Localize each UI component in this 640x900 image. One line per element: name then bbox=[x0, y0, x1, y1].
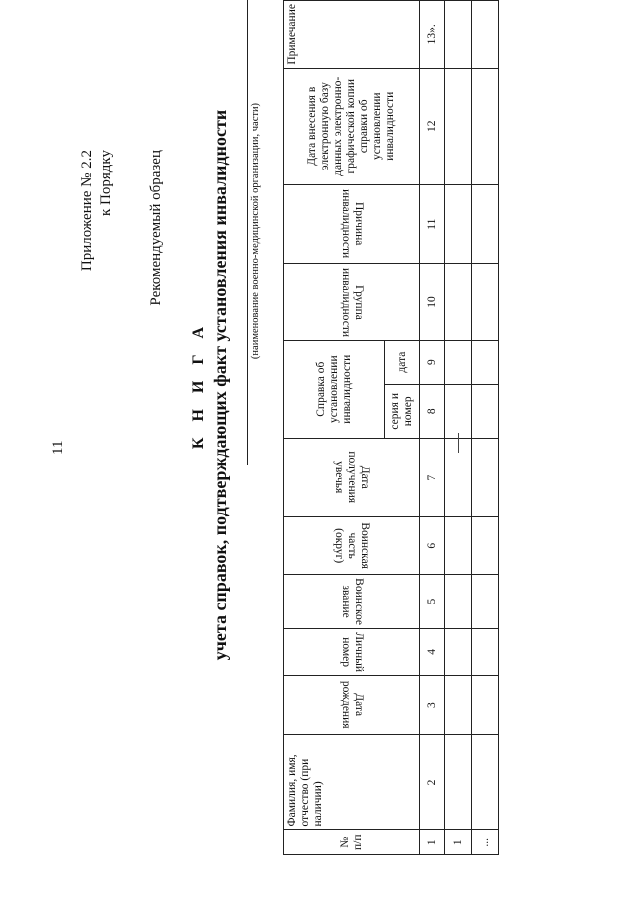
header-database-entry-date: Дата внесения в электронную базу данных электронно-графической копии справки об установлении инвалидности bbox=[284, 68, 420, 184]
column-numbers-row bbox=[420, 1, 445, 855]
header-personal-number bbox=[284, 628, 420, 675]
column-number: 4 bbox=[420, 628, 445, 675]
table-cell bbox=[472, 1, 499, 69]
header-rank bbox=[284, 575, 420, 629]
header-injury-date-text: Дата получения увечья bbox=[333, 451, 371, 504]
header-disability-group bbox=[284, 264, 420, 340]
column-number: 7 bbox=[420, 438, 445, 517]
header-disability-cause bbox=[284, 184, 420, 264]
header-birth-date-text: Дата рождения bbox=[339, 681, 365, 729]
column-number: 3 bbox=[420, 675, 445, 735]
table-cell bbox=[445, 68, 472, 184]
table-cell bbox=[472, 68, 499, 184]
table-cell bbox=[445, 264, 472, 340]
header-num: № п/п bbox=[284, 830, 420, 855]
header-military-unit-text: Воинская часть (округ) bbox=[333, 522, 371, 570]
table-cell bbox=[472, 575, 499, 629]
appendix-line-1: Приложение № 2.2 bbox=[79, 150, 95, 272]
table-cell bbox=[472, 517, 499, 575]
organization-caption: (наименование военно-медицинской организации, части) bbox=[250, 102, 261, 360]
appendix-line-2: к Порядку bbox=[98, 150, 114, 216]
table-row bbox=[472, 1, 499, 855]
table-cell bbox=[472, 264, 499, 340]
table-cell bbox=[472, 438, 499, 517]
table-cell bbox=[445, 340, 472, 384]
header-birth-date bbox=[284, 675, 420, 735]
table-cell bbox=[472, 184, 499, 264]
table-cell bbox=[472, 628, 499, 675]
table-cell bbox=[445, 184, 472, 264]
header-disability-cause-text: Причина инвалидности bbox=[339, 189, 365, 259]
book-subtitle: учета справок, подтверждающих факт установления инвалидности bbox=[210, 109, 230, 661]
table-row bbox=[445, 1, 472, 855]
column-number: 10 bbox=[420, 264, 445, 340]
page-number: 11 bbox=[50, 440, 66, 455]
header-military-unit bbox=[284, 517, 420, 575]
header-disability-group-text: Группа инвалидности bbox=[339, 267, 365, 337]
column-number: 1 bbox=[420, 830, 445, 855]
table-cell bbox=[472, 735, 499, 830]
column-number: 6 bbox=[420, 517, 445, 575]
closing-divider bbox=[458, 433, 459, 453]
header-note: Примечание bbox=[284, 1, 420, 69]
column-number: 12 bbox=[420, 68, 445, 184]
table-cell bbox=[445, 575, 472, 629]
column-number: 5 bbox=[420, 575, 445, 629]
table-cell bbox=[472, 675, 499, 735]
table-cell bbox=[445, 384, 472, 438]
header-date: дата bbox=[385, 340, 420, 384]
certificate-register-table bbox=[283, 0, 499, 855]
column-number: 8 bbox=[420, 384, 445, 438]
table-cell bbox=[445, 1, 472, 69]
column-number: 2 bbox=[420, 735, 445, 830]
header-full-name: Фамилия, имя, отчество (при наличии) bbox=[284, 735, 420, 830]
header-rank-text: Воинское звание bbox=[339, 578, 365, 625]
header-series-number: серия и номер bbox=[385, 384, 420, 438]
table-cell bbox=[472, 340, 499, 384]
column-number: 13». bbox=[420, 1, 445, 69]
sample-label: Рекомендуемый образец bbox=[148, 150, 164, 306]
appendix-reference bbox=[78, 150, 116, 271]
table-cell bbox=[445, 628, 472, 675]
table-header-row bbox=[284, 1, 385, 855]
table-cell bbox=[445, 735, 472, 830]
header-injury-date bbox=[284, 438, 420, 517]
organization-name-line bbox=[247, 0, 248, 465]
table-cell bbox=[445, 517, 472, 575]
column-number: 11 bbox=[420, 184, 445, 264]
table-cell bbox=[445, 675, 472, 735]
row-number: ... bbox=[472, 830, 499, 855]
book-title: К Н И Г А bbox=[190, 320, 207, 450]
table-cell bbox=[472, 384, 499, 438]
header-certificate: Справка об установлении инвалидности bbox=[284, 340, 385, 438]
row-number: 1 bbox=[445, 830, 472, 855]
column-number: 9 bbox=[420, 340, 445, 384]
header-personal-number-text: Личный номер bbox=[339, 631, 365, 672]
